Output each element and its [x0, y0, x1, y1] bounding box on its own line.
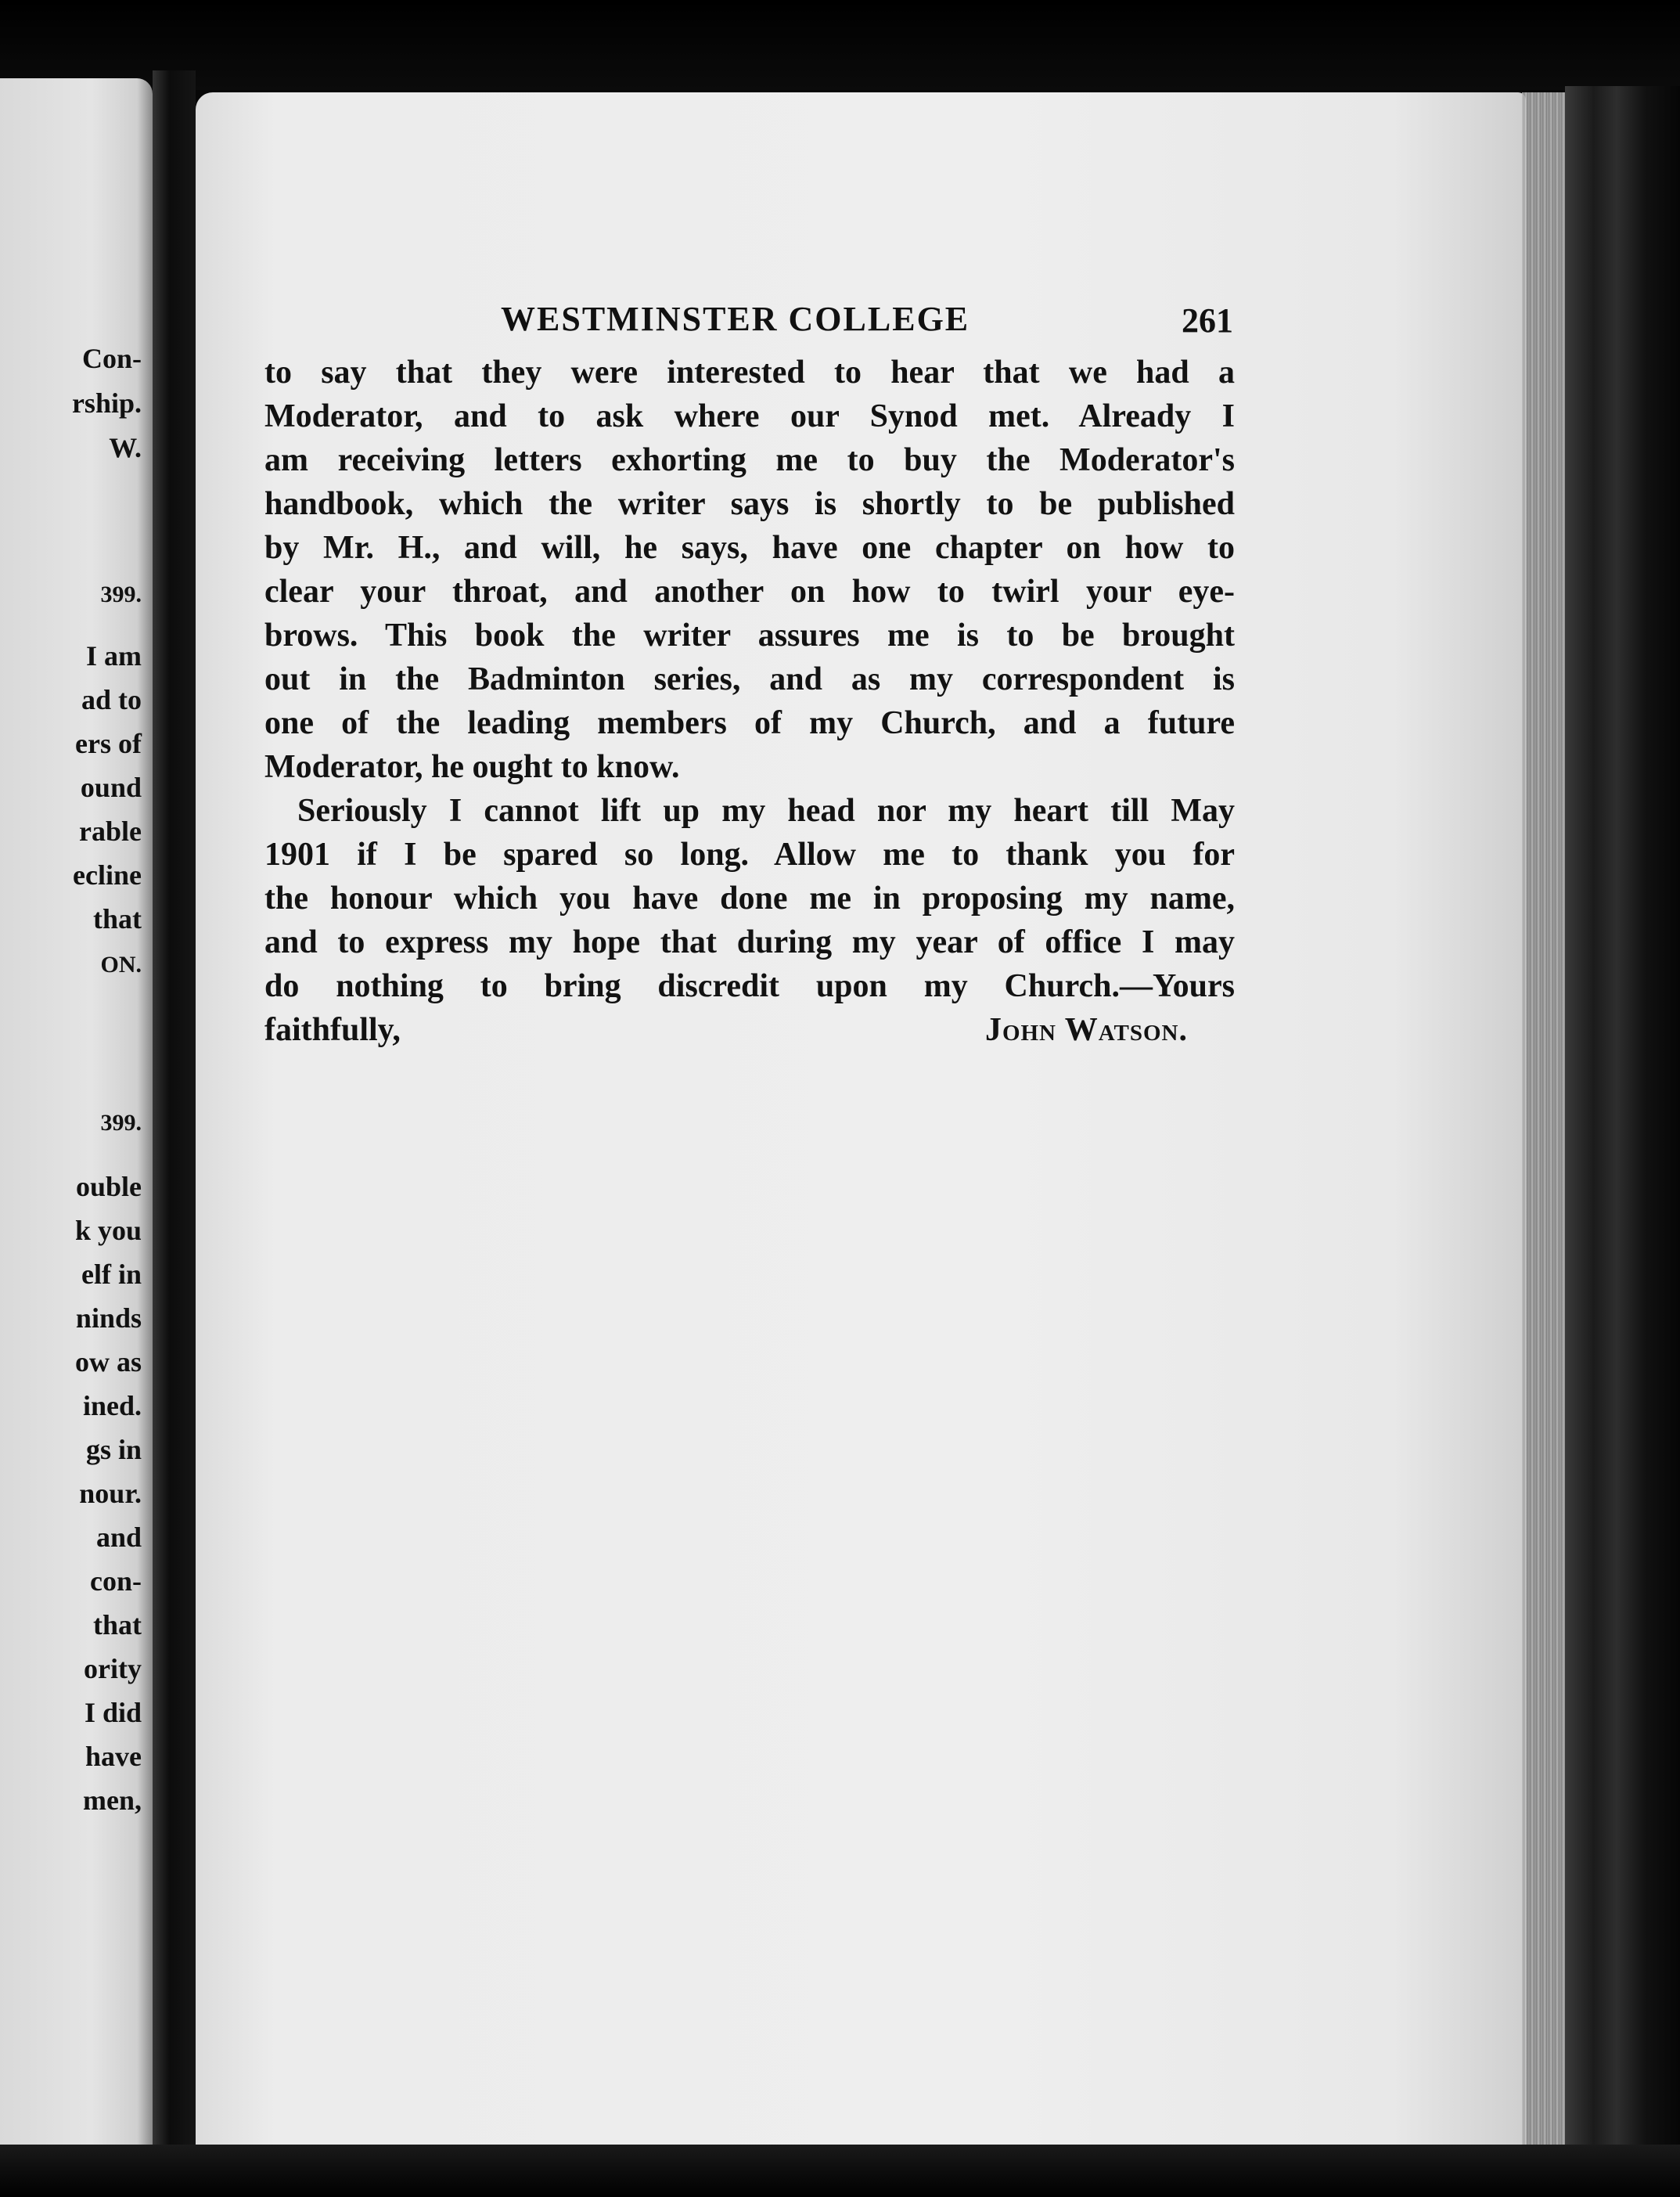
page-number: 261 [1182, 301, 1233, 340]
facing-line: ON. [100, 952, 142, 978]
facing-line: Con- [81, 343, 142, 374]
facing-line: have [85, 1741, 142, 1772]
text-line: clear your throat, and another on how to twirl your eye- [264, 574, 1235, 610]
facing-line: elf in [81, 1259, 142, 1290]
book-cover-edge [1565, 86, 1680, 2197]
text-line: out in the Badminton series, and as my correspondent is [264, 661, 1235, 697]
facing-line: rable [79, 816, 142, 847]
signoff-line [264, 1008, 1235, 1052]
facing-line: and [95, 1522, 142, 1553]
page-edges [1522, 92, 1569, 2151]
text-line: am receiving letters exhorting me to buy the Moderator's [264, 442, 1235, 478]
facing-line: gs in [85, 1434, 142, 1465]
facing-line: ad to [81, 684, 142, 715]
text-line: by Mr. H., and will, he says, have one chapter on how to [264, 530, 1235, 566]
body-text [264, 351, 1235, 1052]
facing-line: k you [74, 1215, 142, 1246]
facing-line: that [93, 903, 142, 935]
facing-line: ound [80, 772, 142, 803]
facing-line: ers of [75, 728, 142, 759]
facing-page [0, 78, 153, 2145]
text-line: the honour which you have done me in proposing my name, [264, 881, 1235, 917]
running-head: WESTMINSTER COLLEGE [501, 300, 970, 338]
facing-page-text [0, 78, 153, 2145]
text-line: Seriously I cannot lift up my head nor my heart till May [297, 793, 1235, 829]
facing-line: con- [90, 1565, 142, 1597]
book-gutter [153, 70, 196, 2152]
text-line: handbook, which the writer says is shortly to be published [264, 486, 1235, 522]
text-line: to say that they were interested to hear that we had a [264, 355, 1235, 391]
facing-line: ority [84, 1653, 142, 1684]
facing-line: ouble [75, 1171, 142, 1202]
facing-line: that [93, 1609, 142, 1641]
facing-line: ow as [74, 1346, 142, 1378]
text-line: brows. This book the writer assures me is to be brought [264, 618, 1235, 654]
bottom-shadow [0, 2145, 1680, 2197]
facing-line: I did [84, 1697, 142, 1728]
text-line: 1901 if I be spared so long. Allow me to thank you for [264, 837, 1235, 873]
text-line: one of the leading members of my Church, and a future [264, 705, 1235, 741]
signature: John Watson. [984, 1012, 1188, 1048]
top-shadow [0, 0, 1680, 90]
facing-line: rship. [71, 387, 142, 419]
text-line: Moderator, and to ask where our Synod met. Already I [264, 398, 1235, 434]
facing-line: W. [109, 432, 142, 463]
text-line: and to express my hope that during my year of office I may [264, 924, 1235, 960]
facing-line: 399. [100, 582, 142, 607]
facing-line: ined. [82, 1390, 142, 1421]
facing-line: ninds [75, 1302, 142, 1334]
facing-line: men, [83, 1785, 142, 1816]
facing-line: ecline [73, 859, 142, 891]
closing: faithfully, [264, 1012, 401, 1048]
facing-line: I am [86, 640, 142, 672]
text-line: do nothing to bring discredit upon my Church.—Yours [264, 968, 1235, 1004]
text-line: Moderator, he ought to know. [264, 749, 680, 785]
facing-line: 399. [100, 1110, 142, 1136]
facing-line: nour. [79, 1478, 142, 1509]
